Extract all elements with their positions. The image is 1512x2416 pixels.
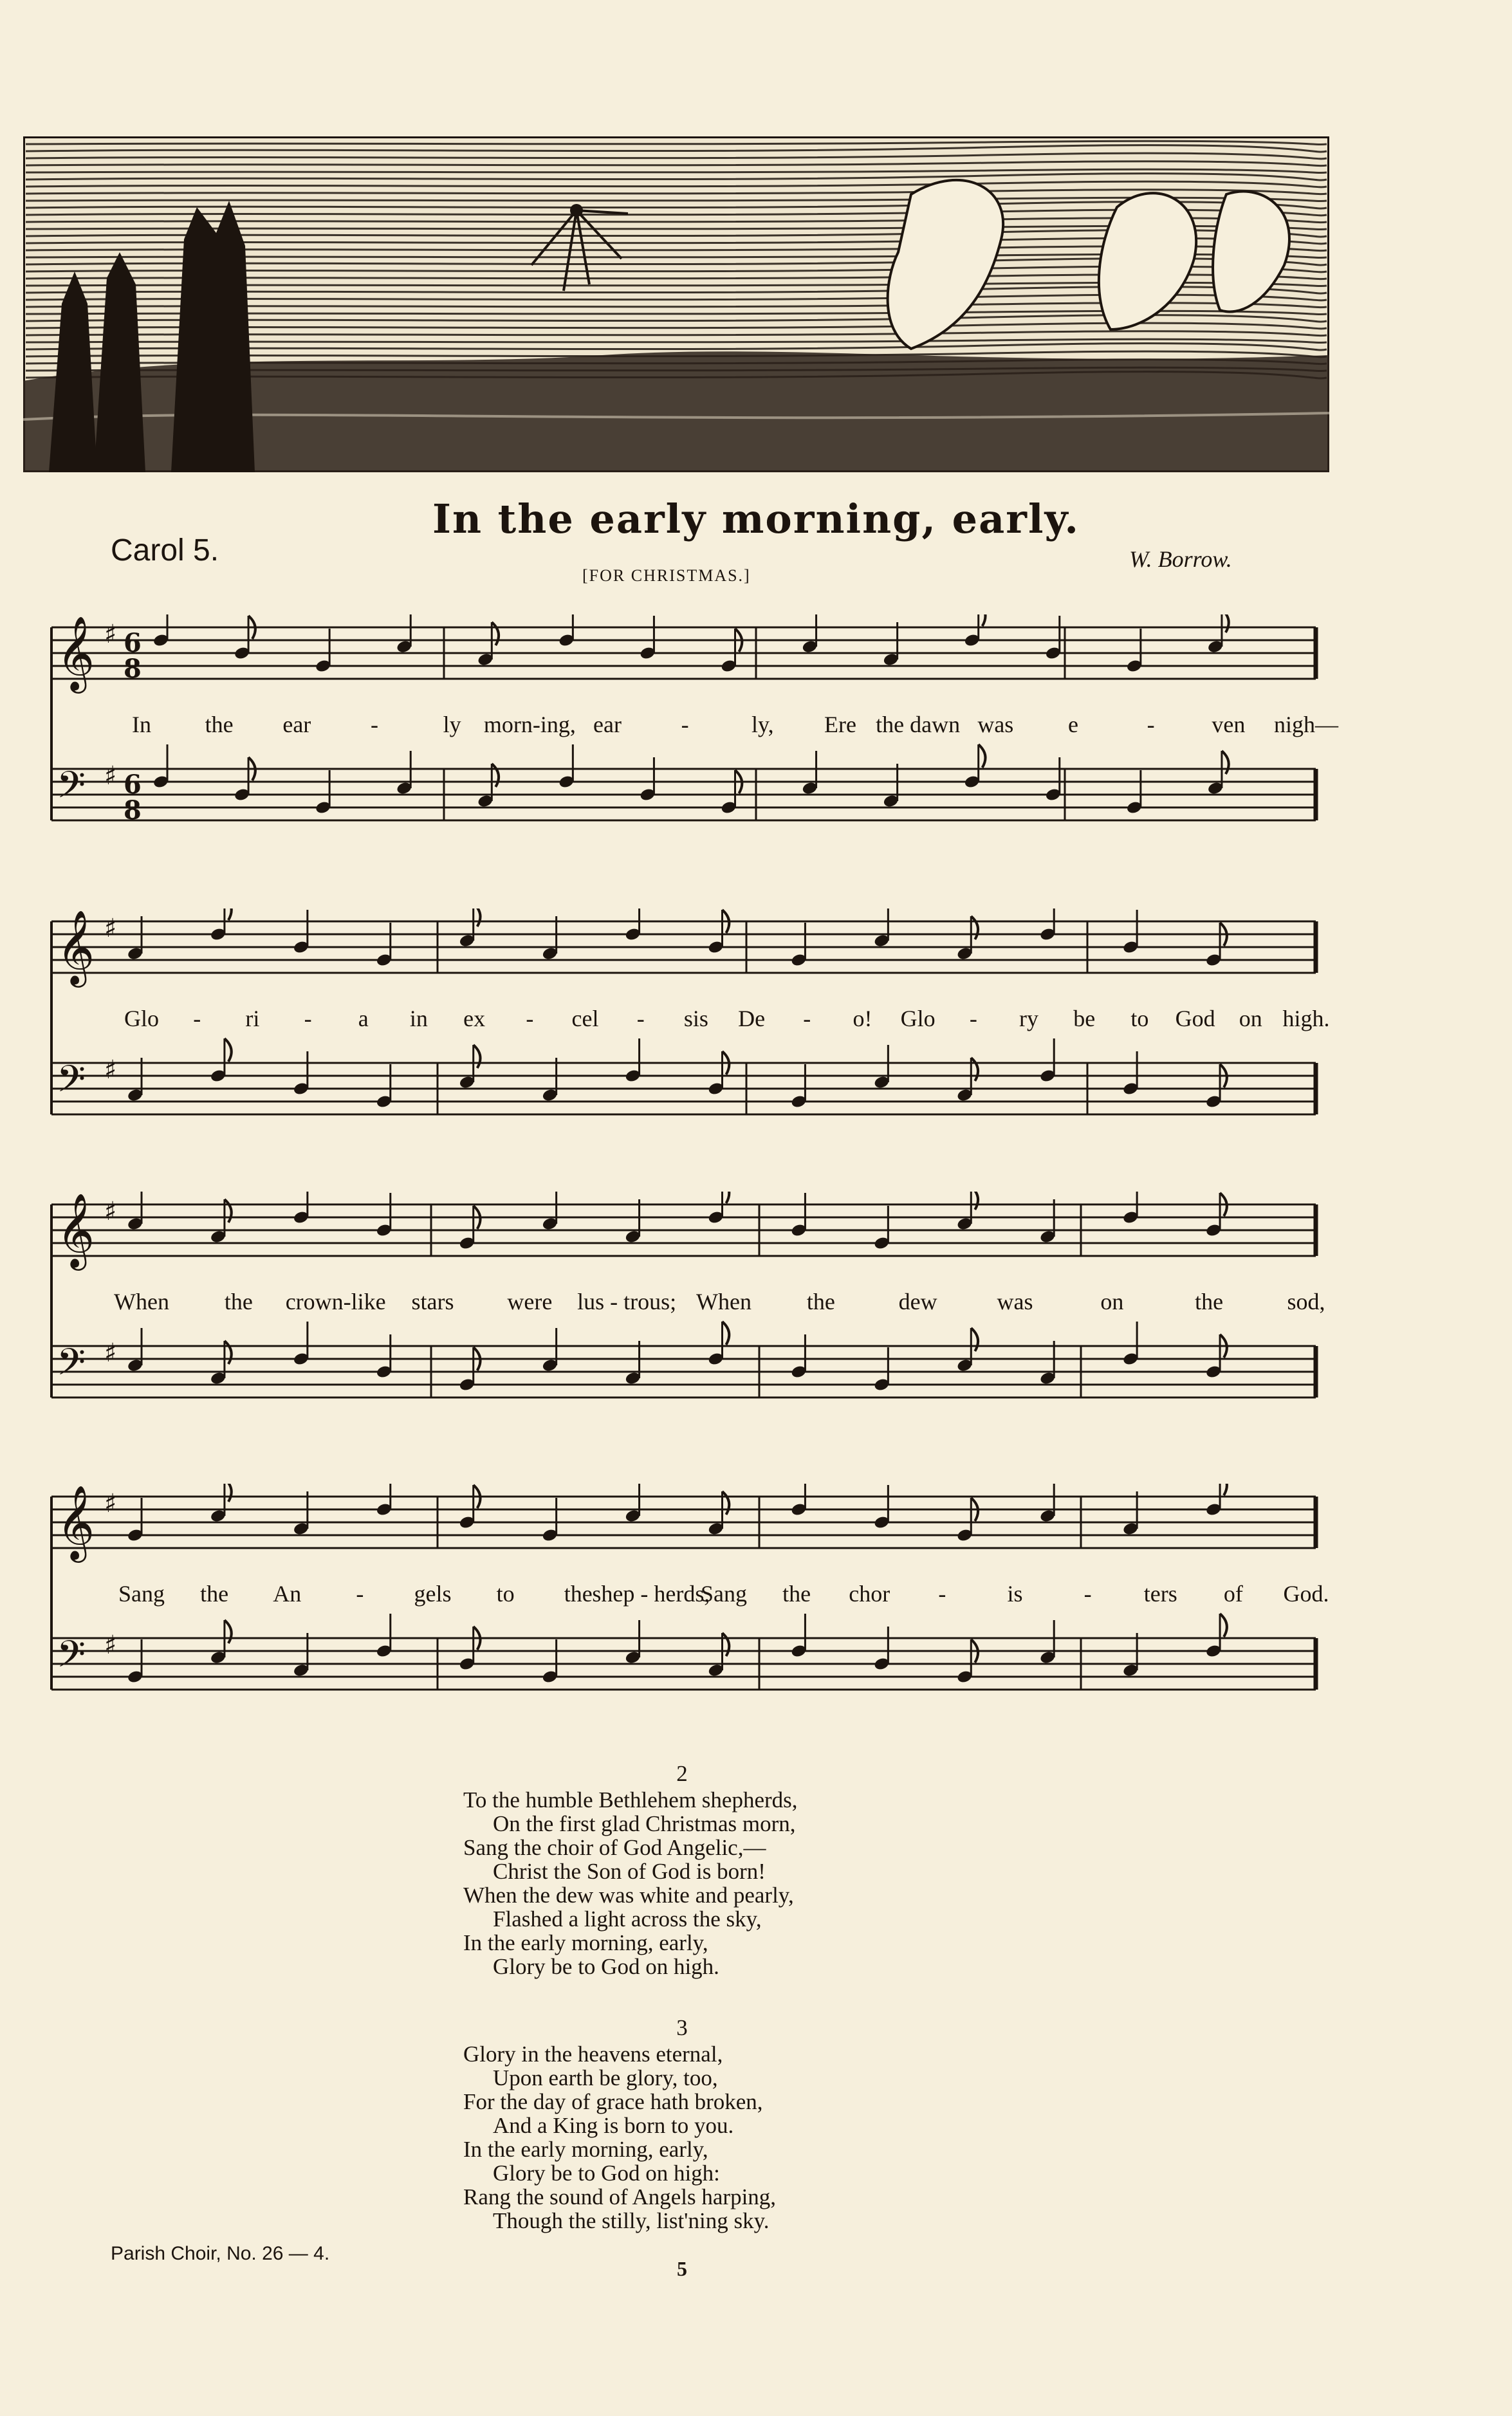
note-flag [225, 1484, 232, 1502]
note-flag [225, 908, 232, 920]
composer-name: W. Borrow. [1129, 546, 1232, 572]
verses-text [463, 1762, 901, 2270]
lyric-syllable: to [1130, 1006, 1149, 1031]
note-flag [492, 764, 499, 787]
verse-line: Glory be to God on high. [493, 1954, 719, 1979]
lyric-syllable: e [1068, 712, 1078, 737]
note-flag [225, 1620, 232, 1643]
music-system-3 [45, 1192, 1332, 1436]
verse-line: Upon earth be glory, too, [493, 2065, 718, 2090]
note-flag [971, 1192, 978, 1210]
lyric-syllable: dew [898, 1289, 937, 1314]
verse-line: Though the stilly, list'ning sky. [493, 2208, 770, 2233]
verse-line: To the humble Bethlehem shepherds, [463, 1787, 798, 1812]
lyric-syllable: ear [282, 712, 311, 737]
lyric-syllable: the [1195, 1289, 1224, 1314]
lyric-syllable: - [1147, 712, 1155, 737]
sharp-icon: ♯ [104, 1197, 117, 1226]
note-flag [1220, 1484, 1227, 1495]
note-flag [1222, 751, 1229, 774]
lyric-syllable: sis [683, 1006, 708, 1031]
note-flag [971, 1058, 978, 1081]
lyrics-line-3 [45, 1288, 1332, 1320]
note-flag [723, 1633, 730, 1656]
lyric-syllable: Sang [701, 1581, 747, 1607]
lyric-syllable: were [507, 1289, 553, 1314]
lyrics-line-1 [45, 711, 1339, 743]
lyric-syllable: Ere [824, 712, 856, 737]
sharp-icon: ♯ [104, 1338, 117, 1368]
note-flag [1220, 1614, 1227, 1637]
lyric-syllable: When [696, 1289, 751, 1314]
note-flag [971, 1328, 978, 1351]
lyric-syllable: high. [1282, 1006, 1330, 1031]
lyrics-line-2 [45, 1005, 1332, 1037]
note-flag [225, 1199, 232, 1222]
music-system-2 [45, 908, 1332, 1153]
note-flag [979, 744, 986, 768]
lyric-syllable: - [526, 1006, 534, 1031]
lyric-syllable: ry [1019, 1006, 1039, 1031]
sharp-icon: ♯ [104, 761, 117, 791]
verse-2 [463, 1762, 901, 1978]
lyric-syllable: An [273, 1581, 302, 1607]
lyric-syllable: - [681, 712, 689, 737]
sharp-icon: ♯ [104, 1489, 117, 1518]
lyric-syllable: God [1175, 1006, 1215, 1031]
time-signature-bottom: 8 [124, 795, 142, 825]
page-number: 5 [677, 2257, 687, 2280]
lyric-syllable: was [977, 712, 1014, 737]
lyric-syllable: to [496, 1581, 515, 1607]
lyric-syllable: - [356, 1581, 364, 1607]
lyric-syllable: Glo [124, 1006, 159, 1031]
time-signature-top: 6 [124, 770, 142, 800]
source-note: Parish Choir, No. 26 — 4. [111, 2243, 330, 2264]
verse-line: Christ the Son of God is born! [493, 1859, 766, 1884]
sharp-icon: ♯ [104, 1630, 117, 1660]
lyric-syllable: of [1223, 1581, 1243, 1607]
note-flag [225, 1038, 232, 1062]
music-system-1 [45, 614, 1339, 859]
lyric-syllable: a [358, 1006, 369, 1031]
lyric-syllable: the [564, 1581, 593, 1607]
lyric-syllable: the [806, 1289, 835, 1314]
lyric-syllable: De [738, 1006, 766, 1031]
lyric-syllable: lus - trous; [577, 1289, 677, 1314]
lyric-syllable: the [224, 1289, 253, 1314]
lyric-syllable: nigh— [1273, 712, 1339, 737]
verse-line: On the first glad Christmas morn, [493, 1811, 796, 1836]
verse-line: Glory in the heavens eternal, [463, 2042, 723, 2067]
verse-line: For the day of grace hath broken, [463, 2089, 763, 2114]
lyric-syllable: ters [1143, 1581, 1177, 1607]
lyric-syllable: the [782, 1581, 811, 1607]
verse-line: Flashed a light across the sky, [493, 1906, 762, 1932]
verse-line: In the early morning, early, [463, 1930, 708, 1955]
note-flag [1222, 614, 1229, 632]
lyric-syllable: on [1239, 1006, 1262, 1031]
lyric-syllable: - [304, 1006, 312, 1031]
lyric-syllable: ear [593, 712, 622, 737]
lyric-syllable: chor [849, 1581, 890, 1607]
note-flag [474, 908, 481, 927]
note-flag [971, 916, 978, 939]
lyric-syllable: was [997, 1289, 1033, 1314]
lyric-syllable: - [636, 1006, 645, 1031]
lyric-syllable: - [969, 1006, 977, 1031]
note-flag [979, 614, 986, 626]
lyric-syllable: - [1083, 1581, 1092, 1607]
note-flag [723, 1491, 730, 1515]
verse-3 [463, 2016, 901, 2233]
treble-clef-icon: 𝄞 [57, 1484, 95, 1560]
lyric-syllable: is [1007, 1581, 1023, 1607]
lyric-syllable: sod, [1287, 1289, 1325, 1314]
sharp-icon: ♯ [104, 1055, 117, 1085]
lyric-syllable: in [409, 1006, 428, 1031]
bass-clef-icon: 𝄢 [57, 763, 86, 816]
lyric-syllable: - [371, 712, 378, 737]
occasion-note: [FOR CHRISTMAS.] [582, 566, 751, 585]
music-system-4 [45, 1484, 1332, 1728]
treble-clef-icon: 𝄞 [57, 1192, 95, 1268]
verse-line: And a King is born to you. [493, 2113, 734, 2138]
lyric-syllable: on [1100, 1289, 1124, 1314]
verse-number: 2 [676, 1761, 688, 1786]
verse-line: Glory be to God on high: [493, 2161, 720, 2186]
lyric-syllable: the [205, 712, 234, 737]
lyric-syllable: God. [1283, 1581, 1329, 1607]
verse-line: Sang the choir of God Angelic,— [463, 1835, 766, 1860]
verse-line: In the early morning, early, [463, 2137, 708, 2162]
lyric-syllable: ven [1212, 712, 1246, 737]
lyric-syllable: crown-like [285, 1289, 386, 1314]
note-flag [225, 1341, 232, 1364]
note-flag [492, 622, 499, 645]
lyric-syllable: cel [571, 1006, 599, 1031]
note-flag [723, 1322, 730, 1345]
lyric-syllable: ly [443, 712, 461, 737]
sharp-icon: ♯ [104, 620, 117, 649]
lyric-syllable: the dawn [876, 712, 961, 737]
lyric-syllable: - [803, 1006, 811, 1031]
note-flag [723, 1192, 730, 1203]
bass-clef-icon: 𝄢 [57, 1057, 86, 1110]
lyric-syllable: be [1073, 1006, 1096, 1031]
lyric-syllable: When [114, 1289, 169, 1314]
lyrics-line-4 [45, 1580, 1332, 1612]
lyric-syllable: - [193, 1006, 201, 1031]
note-flag [474, 1045, 481, 1068]
verse-number: 3 [676, 2015, 688, 2040]
time-signature-bottom: 8 [124, 654, 142, 684]
lyric-syllable: shep - herds, [592, 1581, 710, 1607]
lyric-syllable: gels [414, 1581, 452, 1607]
carol-number: Carol 5. [111, 533, 219, 567]
bass-clef-icon: 𝄢 [57, 1340, 86, 1393]
treble-clef-icon: 𝄞 [57, 615, 95, 690]
lyric-syllable: stars [411, 1289, 454, 1314]
lyric-syllable: morn-ing, [483, 712, 576, 737]
lyric-syllable: ri [245, 1006, 260, 1031]
lyric-syllable: ex [463, 1006, 486, 1031]
lyric-syllable: o! [853, 1006, 872, 1031]
bass-clef-icon: 𝄢 [57, 1632, 86, 1685]
lyric-syllable: - [938, 1581, 946, 1607]
lyric-syllable: Sang [118, 1581, 165, 1607]
lyric-syllable: In [132, 712, 151, 737]
sharp-icon: ♯ [104, 914, 117, 943]
engraving-illustration [23, 136, 1329, 472]
lyric-syllable: ly, [751, 712, 774, 737]
lyric-syllable: the [200, 1581, 229, 1607]
lyric-syllable: Glo [900, 1006, 936, 1031]
hymn-title: In the early morning, early. [432, 495, 1080, 542]
treble-clef-icon: 𝄞 [57, 909, 95, 984]
verse-line: Rang the sound of Angels harping, [463, 2184, 777, 2209]
time-signature-top: 6 [124, 628, 142, 658]
verse-line: When the dew was white and pearly, [463, 1883, 794, 1908]
